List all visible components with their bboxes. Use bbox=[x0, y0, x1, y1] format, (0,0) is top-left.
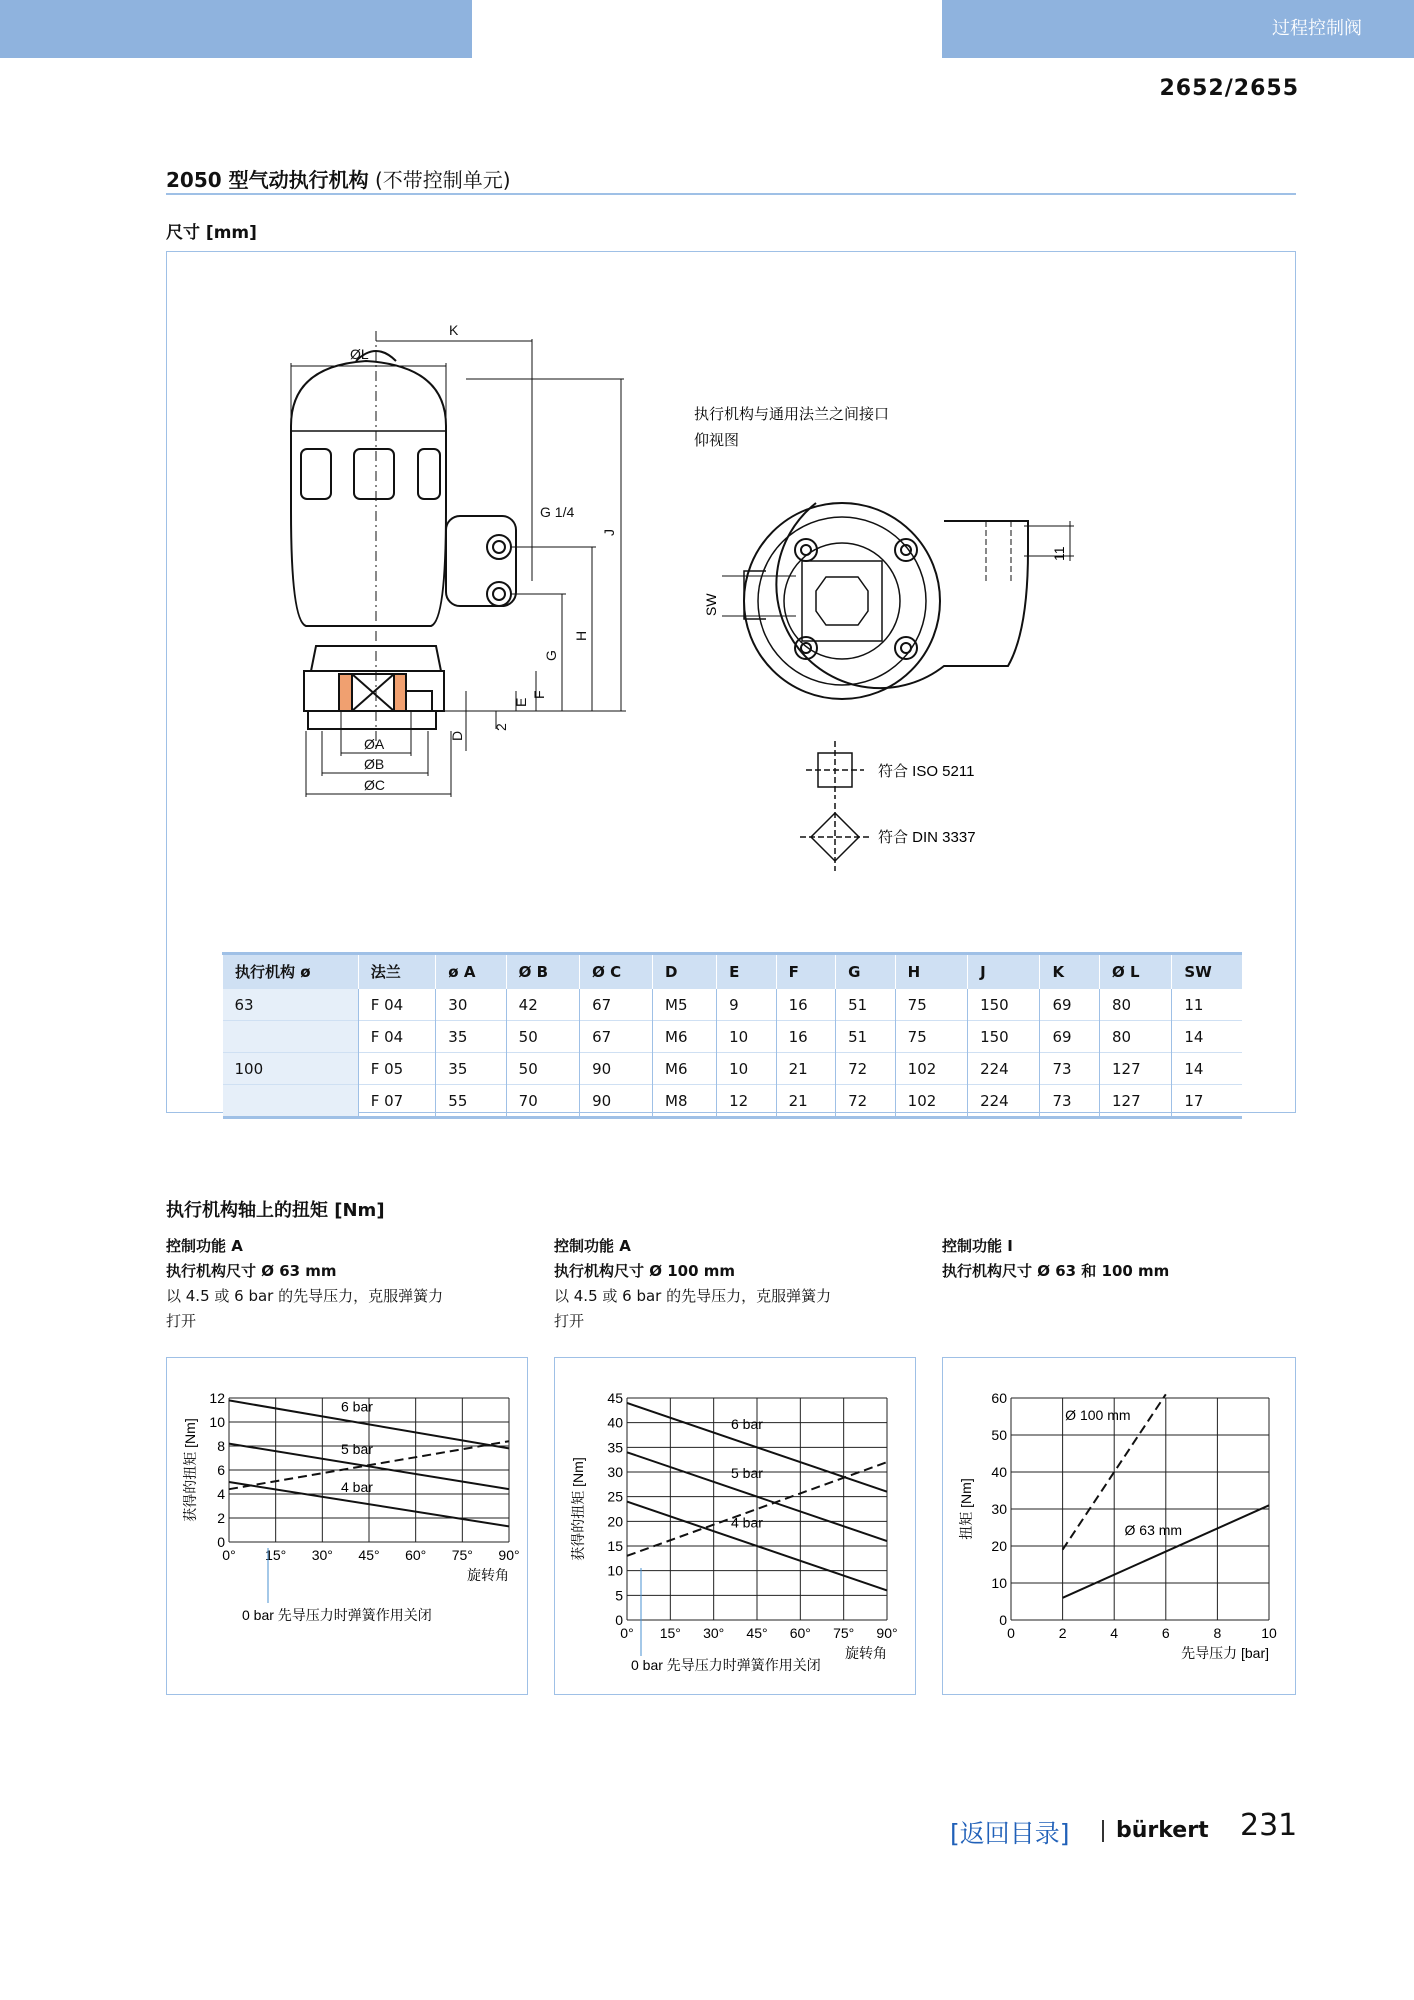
table-row bbox=[223, 1021, 1243, 1053]
table-cell: F 05 bbox=[358, 1053, 436, 1085]
chart-3-box bbox=[942, 1357, 1296, 1695]
page-title-suffix: (不带控制单元) bbox=[368, 168, 511, 192]
back-to-contents-link[interactable]: [返回目录] bbox=[950, 1819, 1070, 1848]
table-cell: 90 bbox=[580, 1053, 653, 1085]
page-number: 231 bbox=[1240, 1808, 1298, 1843]
dim-label-2: 2 bbox=[493, 723, 509, 731]
table-cell: 21 bbox=[776, 1085, 836, 1118]
table-cell: 150 bbox=[968, 989, 1040, 1021]
table-cell: 67 bbox=[580, 989, 653, 1021]
y-tick-label: 20 bbox=[991, 1538, 1007, 1554]
chart-1 bbox=[167, 1358, 527, 1694]
panel-1-line4: 打开 bbox=[166, 1312, 197, 1330]
table-cell: 73 bbox=[1040, 1053, 1100, 1085]
view-note-line2: 仰视图 bbox=[694, 432, 740, 449]
table-cell: 90 bbox=[580, 1085, 653, 1118]
x-tick-label: 15° bbox=[265, 1547, 287, 1563]
y-tick-label: 6 bbox=[217, 1462, 225, 1478]
table-cell: 100 bbox=[223, 1053, 359, 1085]
table-cell bbox=[223, 1085, 359, 1118]
table-cell: 14 bbox=[1172, 1021, 1242, 1053]
chart-2 bbox=[555, 1358, 915, 1694]
chart-annotation: 0 bar 先导压力时弹簧作用关闭 bbox=[242, 1607, 432, 1623]
view-note-line1: 执行机构与通用法兰之间接口 bbox=[694, 406, 890, 423]
table-cell: M6 bbox=[653, 1021, 717, 1053]
series-label: 5 bar bbox=[341, 1441, 373, 1458]
panel-1-line2: 执行机构尺寸 Ø 63 mm bbox=[166, 1262, 337, 1280]
table-header: Ø B bbox=[506, 954, 579, 989]
table-cell: 224 bbox=[968, 1053, 1040, 1085]
table-cell: 150 bbox=[968, 1021, 1040, 1053]
table-cell: 72 bbox=[836, 1053, 896, 1085]
x-tick-label: 45° bbox=[358, 1547, 380, 1563]
y-tick-label: 10 bbox=[209, 1414, 225, 1430]
table-cell: 69 bbox=[1040, 1021, 1100, 1053]
din-diamond-icon bbox=[800, 803, 870, 871]
table-cell: 127 bbox=[1099, 1053, 1171, 1085]
dim-label-d: D bbox=[449, 730, 465, 741]
table-cell: 80 bbox=[1099, 989, 1171, 1021]
panel-2-line3: 以 4.5 或 6 bar 的先导压力，克服弹簧力 bbox=[554, 1287, 832, 1305]
table-cell: 14 bbox=[1172, 1053, 1242, 1085]
x-tick-label: 10 bbox=[1261, 1625, 1277, 1641]
panel-3-line2: 执行机构尺寸 Ø 63 和 100 mm bbox=[942, 1262, 1170, 1280]
table-cell: F 04 bbox=[358, 1021, 436, 1053]
y-tick-label: 60 bbox=[991, 1390, 1007, 1406]
table-cell: M6 bbox=[653, 1053, 717, 1085]
x-tick-label: 0 bbox=[1007, 1625, 1015, 1641]
x-tick-label: 45° bbox=[746, 1625, 768, 1641]
table-cell: 63 bbox=[223, 989, 359, 1021]
table-row bbox=[223, 989, 1243, 1021]
y-tick-label: 45 bbox=[607, 1390, 623, 1406]
table-header: ø A bbox=[436, 954, 506, 989]
y-tick-label: 15 bbox=[607, 1538, 623, 1554]
table-header: 执行机构 ø bbox=[223, 954, 359, 989]
table-header: G bbox=[836, 954, 896, 989]
table-header: SW bbox=[1172, 954, 1242, 989]
dim-label-g14: G 1/4 bbox=[540, 504, 575, 520]
y-tick-label: 35 bbox=[607, 1439, 623, 1456]
dim-label-f: F bbox=[531, 690, 547, 699]
y-tick-label: 0 bbox=[999, 1612, 1007, 1628]
panel-2-caption bbox=[554, 1234, 831, 1334]
legend-iso: 符合 ISO 5211 bbox=[878, 763, 975, 780]
table-cell: M5 bbox=[653, 989, 717, 1021]
dim-label-e: E bbox=[513, 697, 529, 707]
table-cell: 30 bbox=[436, 989, 506, 1021]
table-cell: 102 bbox=[895, 1053, 967, 1085]
dim-label-11: 11 bbox=[1051, 546, 1067, 561]
panel-3-caption bbox=[942, 1234, 1169, 1284]
dim-label-a: ØA bbox=[364, 736, 385, 752]
table-cell: M8 bbox=[653, 1085, 717, 1118]
x-tick-label: 90° bbox=[498, 1547, 520, 1563]
table-cell: 69 bbox=[1040, 989, 1100, 1021]
table-cell: 70 bbox=[506, 1085, 579, 1118]
x-tick-label: 4 bbox=[1110, 1625, 1119, 1641]
y-tick-label: 25 bbox=[607, 1488, 623, 1505]
table-cell: F 04 bbox=[358, 989, 436, 1021]
table-cell: 9 bbox=[717, 989, 777, 1021]
series-label: 4 bar bbox=[341, 1478, 373, 1495]
y-tick-label: 12 bbox=[209, 1390, 225, 1406]
table-cell: 50 bbox=[506, 1021, 579, 1053]
dimensions-table bbox=[222, 952, 1242, 1119]
x-axis-label: 旋转角 bbox=[467, 1567, 509, 1583]
table-cell bbox=[223, 1021, 359, 1053]
table-header: Ø L bbox=[1099, 954, 1171, 989]
y-axis-label: 获得的扭矩 [Nm] bbox=[182, 1418, 198, 1522]
series-label: 6 bar bbox=[341, 1398, 373, 1415]
y-tick-label: 40 bbox=[607, 1414, 623, 1431]
table-header: H bbox=[895, 954, 967, 989]
table-header: J bbox=[968, 954, 1040, 989]
dims-heading: 尺寸 [mm] bbox=[166, 223, 257, 243]
table-cell: 75 bbox=[895, 1021, 967, 1053]
iso-square-icon bbox=[806, 741, 864, 799]
y-tick-label: 0 bbox=[615, 1612, 623, 1628]
legend-din: 符合 DIN 3337 bbox=[878, 829, 976, 846]
dim-label-sw: SW bbox=[703, 593, 719, 616]
x-axis-label: 旋转角 bbox=[845, 1645, 887, 1661]
table-cell: 72 bbox=[836, 1085, 896, 1118]
dim-label-k: K bbox=[449, 322, 459, 338]
table-header-row bbox=[223, 954, 1243, 989]
footer-divider bbox=[1102, 1820, 1104, 1842]
x-tick-label: 30° bbox=[311, 1547, 333, 1563]
y-tick-label: 40 bbox=[991, 1464, 1007, 1480]
page-title-main: 2050 型气动执行机构 bbox=[166, 168, 369, 192]
chart-annotation: 0 bar 先导压力时弹簧作用关闭 bbox=[631, 1657, 821, 1673]
panel-3-line1: 控制功能 I bbox=[942, 1237, 1013, 1255]
table-cell: 21 bbox=[776, 1053, 836, 1085]
x-tick-label: 60° bbox=[405, 1547, 427, 1563]
table-cell: 224 bbox=[968, 1085, 1040, 1118]
x-tick-label: 2 bbox=[1058, 1625, 1067, 1641]
chart-2-box bbox=[554, 1357, 916, 1695]
table-cell: 42 bbox=[506, 989, 579, 1021]
model-number: 2652/2655 bbox=[1159, 76, 1299, 101]
panel-1-caption bbox=[166, 1234, 443, 1334]
chart-3 bbox=[943, 1358, 1295, 1694]
series-label: 6 bar bbox=[731, 1415, 763, 1432]
table-row bbox=[223, 1053, 1243, 1085]
panel-1-line3: 以 4.5 或 6 bar 的先导压力，克服弹簧力 bbox=[166, 1287, 444, 1305]
table-cell: 102 bbox=[895, 1085, 967, 1118]
dim-label-h: H bbox=[573, 630, 589, 641]
table-cell: 35 bbox=[436, 1021, 506, 1053]
page-title bbox=[166, 164, 511, 193]
panel-2-line1: 控制功能 A bbox=[554, 1237, 631, 1255]
table-cell: 35 bbox=[436, 1053, 506, 1085]
table-cell: 16 bbox=[776, 989, 836, 1021]
x-tick-label: 90° bbox=[876, 1625, 898, 1641]
y-tick-label: 5 bbox=[615, 1587, 623, 1604]
section-title: 过程控制阀 bbox=[1272, 18, 1362, 39]
header-bar-right bbox=[942, 0, 1414, 58]
x-tick-label: 75° bbox=[451, 1547, 473, 1563]
panel-2-line4: 打开 bbox=[554, 1312, 585, 1330]
table-cell: 67 bbox=[580, 1021, 653, 1053]
x-axis-label: 先导压力 [bar] bbox=[1181, 1645, 1269, 1661]
table-header: F bbox=[776, 954, 836, 989]
table-header: K bbox=[1040, 954, 1100, 989]
table-cell: 10 bbox=[717, 1021, 777, 1053]
y-tick-label: 30 bbox=[991, 1501, 1007, 1517]
table-header: 法兰 bbox=[358, 954, 436, 989]
x-tick-label: 60° bbox=[789, 1625, 811, 1641]
table-cell: 80 bbox=[1099, 1021, 1171, 1053]
table-cell: 51 bbox=[836, 1021, 896, 1053]
x-tick-label: 6 bbox=[1161, 1625, 1170, 1641]
series-label: 4 bar bbox=[731, 1514, 763, 1531]
table-cell: 12 bbox=[717, 1085, 777, 1118]
chart-1-box bbox=[166, 1357, 528, 1695]
y-axis-label: 获得的扭矩 [Nm] bbox=[570, 1457, 586, 1561]
table-cell: 50 bbox=[506, 1053, 579, 1085]
y-tick-label: 20 bbox=[607, 1513, 623, 1530]
y-tick-label: 8 bbox=[217, 1438, 225, 1454]
torque-heading: 执行机构轴上的扭矩 [Nm] bbox=[166, 1200, 385, 1221]
x-tick-label: 8 bbox=[1213, 1625, 1222, 1641]
actuator-drawing bbox=[166, 251, 1296, 951]
x-tick-label: 0° bbox=[222, 1547, 236, 1563]
x-tick-label: 30° bbox=[703, 1625, 725, 1641]
header-bar-left bbox=[0, 0, 472, 58]
dim-label-b: ØB bbox=[364, 756, 385, 772]
y-tick-label: 4 bbox=[217, 1486, 225, 1502]
dim-label-c: ØC bbox=[364, 777, 385, 793]
y-axis-label: 扭矩 [Nm] bbox=[958, 1478, 974, 1540]
x-tick-label: 15° bbox=[659, 1625, 681, 1641]
table-cell: 11 bbox=[1172, 989, 1242, 1021]
y-tick-label: 2 bbox=[217, 1510, 225, 1526]
panel-1-line1: 控制功能 A bbox=[166, 1237, 243, 1255]
table-row bbox=[223, 1085, 1243, 1118]
brand-logo: bürkert bbox=[1116, 1818, 1209, 1843]
table-cell: 55 bbox=[436, 1085, 506, 1118]
table-header: Ø C bbox=[580, 954, 653, 989]
table-cell: F 07 bbox=[358, 1085, 436, 1118]
series-label: Ø 100 mm bbox=[1065, 1407, 1131, 1424]
table-cell: 75 bbox=[895, 989, 967, 1021]
y-tick-label: 50 bbox=[991, 1427, 1007, 1443]
x-tick-label: 0° bbox=[620, 1625, 634, 1641]
title-rule bbox=[166, 193, 1296, 195]
table-cell: 17 bbox=[1172, 1085, 1242, 1118]
series-label: 5 bar bbox=[731, 1465, 763, 1482]
dim-label-g: G bbox=[543, 650, 559, 661]
panel-2-line2: 执行机构尺寸 Ø 100 mm bbox=[554, 1262, 735, 1280]
table-cell: 73 bbox=[1040, 1085, 1100, 1118]
table-header: D bbox=[653, 954, 717, 989]
x-tick-label: 75° bbox=[833, 1625, 855, 1641]
dim-label-j: J bbox=[601, 529, 617, 536]
table-header: E bbox=[717, 954, 777, 989]
y-tick-label: 0 bbox=[217, 1534, 225, 1550]
table-cell: 10 bbox=[717, 1053, 777, 1085]
dim-label-l: ØL bbox=[350, 346, 369, 362]
table-cell: 16 bbox=[776, 1021, 836, 1053]
table-cell: 127 bbox=[1099, 1085, 1171, 1118]
y-tick-label: 30 bbox=[607, 1464, 623, 1480]
y-tick-label: 10 bbox=[991, 1575, 1007, 1591]
y-tick-label: 10 bbox=[607, 1562, 623, 1579]
table-cell: 51 bbox=[836, 989, 896, 1021]
series-label: Ø 63 mm bbox=[1124, 1521, 1183, 1538]
